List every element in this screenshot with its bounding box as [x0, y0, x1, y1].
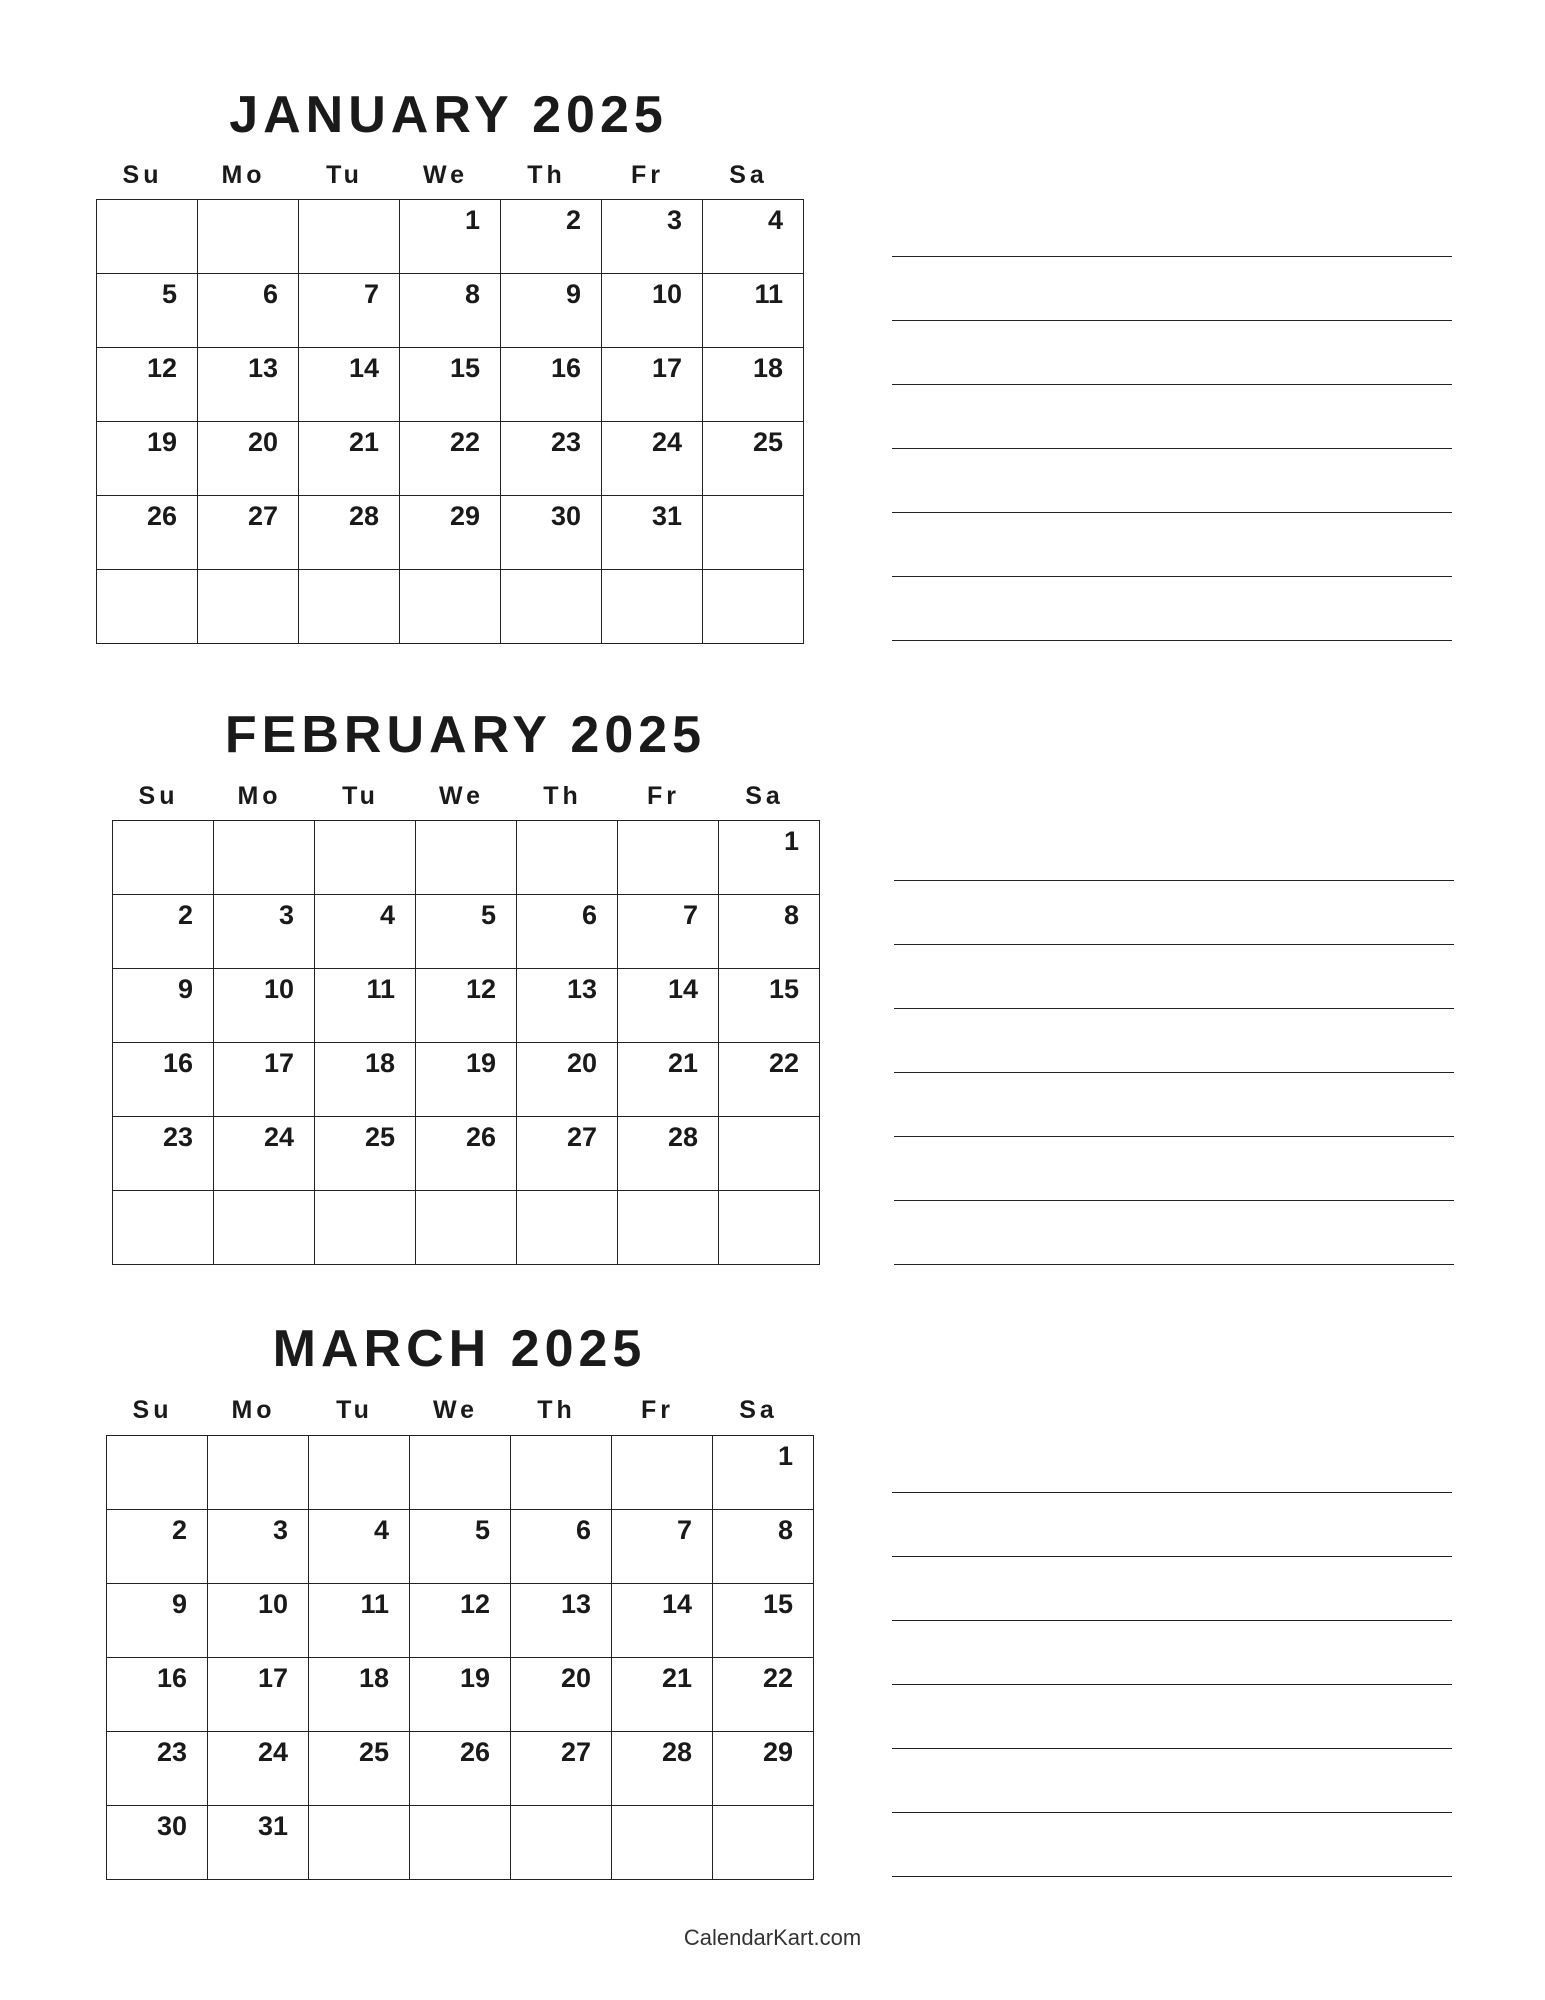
day-cell: 20 [511, 1658, 612, 1732]
day-cell: 3 [214, 895, 315, 969]
day-cell [299, 200, 400, 274]
day-cell: 30 [501, 496, 602, 570]
day-cell: 27 [511, 1732, 612, 1806]
weekday-label: Th [527, 161, 566, 189]
day-cell: 14 [612, 1584, 713, 1658]
day-cell: 21 [612, 1658, 713, 1732]
day-cell [315, 1191, 416, 1265]
day-cell: 16 [107, 1658, 208, 1732]
day-cell: 12 [416, 969, 517, 1043]
note-line [894, 817, 1454, 881]
day-cell [719, 1117, 820, 1191]
day-cell [97, 570, 198, 644]
note-line [892, 1429, 1452, 1493]
day-cell: 24 [214, 1117, 315, 1191]
day-cell: 25 [703, 422, 804, 496]
day-cell: 21 [618, 1043, 719, 1117]
day-cell: 15 [713, 1584, 814, 1658]
weekday-label: Sa [745, 782, 784, 810]
calendar-grid [96, 199, 804, 644]
day-cell: 29 [713, 1732, 814, 1806]
day-cell [410, 1436, 511, 1510]
note-line [894, 1201, 1454, 1265]
day-cell: 17 [214, 1043, 315, 1117]
weekday-label: Sa [739, 1396, 778, 1424]
day-cell [214, 821, 315, 895]
day-cell: 3 [208, 1510, 309, 1584]
note-line [894, 1009, 1454, 1073]
footer-site-name: CalendarKart.com [683, 1925, 862, 1950]
day-cell: 19 [97, 422, 198, 496]
day-cell: 26 [416, 1117, 517, 1191]
note-line [894, 945, 1454, 1009]
day-cell [97, 200, 198, 274]
day-cell: 21 [299, 422, 400, 496]
day-cell: 24 [602, 422, 703, 496]
month-title: JANUARY 2025 [229, 86, 668, 144]
weekday-header-row [92, 155, 799, 195]
day-cell: 24 [208, 1732, 309, 1806]
note-line [892, 321, 1452, 385]
day-cell: 14 [618, 969, 719, 1043]
note-line [892, 1813, 1452, 1877]
note-line [892, 193, 1452, 257]
weekday-label: Tu [342, 782, 379, 810]
day-cell: 8 [400, 274, 501, 348]
day-cell [517, 1191, 618, 1265]
day-cell: 11 [703, 274, 804, 348]
day-cell: 29 [400, 496, 501, 570]
day-cell: 9 [107, 1584, 208, 1658]
day-cell: 2 [501, 200, 602, 274]
day-cell: 31 [208, 1806, 309, 1880]
weekday-label: Su [132, 1396, 173, 1424]
day-cell: 8 [719, 895, 820, 969]
weekday-label: We [432, 1396, 479, 1424]
note-line [892, 1685, 1452, 1749]
day-cell: 16 [113, 1043, 214, 1117]
weekday-label: Mo [237, 782, 282, 810]
day-cell: 26 [97, 496, 198, 570]
weekday-label: Th [537, 1396, 576, 1424]
note-line [892, 1493, 1452, 1557]
day-cell: 5 [410, 1510, 511, 1584]
day-cell: 2 [107, 1510, 208, 1584]
day-cell [208, 1436, 309, 1510]
day-cell [416, 821, 517, 895]
day-cell: 28 [618, 1117, 719, 1191]
weekday-label: Su [138, 782, 179, 810]
day-cell [113, 1191, 214, 1265]
day-cell [400, 570, 501, 644]
month-title: FEBRUARY 2025 [224, 706, 707, 764]
weekday-label: Tu [326, 161, 363, 189]
note-line [892, 513, 1452, 577]
day-cell: 13 [511, 1584, 612, 1658]
day-cell: 9 [501, 274, 602, 348]
day-cell: 7 [618, 895, 719, 969]
day-cell [198, 570, 299, 644]
day-cell [703, 570, 804, 644]
weekday-label: Fr [641, 1396, 674, 1424]
day-cell: 4 [703, 200, 804, 274]
note-line [892, 1621, 1452, 1685]
day-cell: 12 [97, 348, 198, 422]
day-cell [299, 570, 400, 644]
day-cell: 19 [410, 1658, 511, 1732]
day-cell: 23 [113, 1117, 214, 1191]
day-cell: 18 [703, 348, 804, 422]
day-cell: 22 [719, 1043, 820, 1117]
day-cell: 23 [107, 1732, 208, 1806]
note-line [892, 577, 1452, 641]
day-cell [612, 1436, 713, 1510]
weekday-label: Tu [336, 1396, 373, 1424]
day-cell [602, 570, 703, 644]
day-cell: 26 [410, 1732, 511, 1806]
day-cell: 27 [198, 496, 299, 570]
day-cell: 10 [214, 969, 315, 1043]
note-line [892, 449, 1452, 513]
weekday-label: Mo [221, 161, 266, 189]
day-cell: 11 [309, 1584, 410, 1658]
note-line [894, 881, 1454, 945]
day-cell: 20 [198, 422, 299, 496]
day-cell [214, 1191, 315, 1265]
day-cell: 1 [713, 1436, 814, 1510]
day-cell [198, 200, 299, 274]
day-cell: 22 [400, 422, 501, 496]
day-cell [511, 1436, 612, 1510]
day-cell: 13 [198, 348, 299, 422]
day-cell: 12 [410, 1584, 511, 1658]
note-line [892, 257, 1452, 321]
weekday-label: Fr [647, 782, 680, 810]
day-cell: 22 [713, 1658, 814, 1732]
weekday-label: We [422, 161, 469, 189]
day-cell [511, 1806, 612, 1880]
weekday-header-row [102, 1390, 809, 1430]
day-cell: 4 [315, 895, 416, 969]
day-cell [416, 1191, 517, 1265]
day-cell: 9 [113, 969, 214, 1043]
day-cell: 17 [602, 348, 703, 422]
weekday-label: We [438, 782, 485, 810]
day-cell [517, 821, 618, 895]
day-cell: 20 [517, 1043, 618, 1117]
day-cell [703, 496, 804, 570]
day-cell [309, 1806, 410, 1880]
day-cell: 18 [309, 1658, 410, 1732]
day-cell: 6 [517, 895, 618, 969]
day-cell: 5 [416, 895, 517, 969]
calendar-grid [112, 820, 820, 1265]
day-cell: 15 [719, 969, 820, 1043]
day-cell: 10 [602, 274, 703, 348]
day-cell [719, 1191, 820, 1265]
weekday-header-row [108, 776, 815, 816]
calendar-grid [106, 1435, 814, 1880]
day-cell: 6 [198, 274, 299, 348]
day-cell: 23 [501, 422, 602, 496]
day-cell: 27 [517, 1117, 618, 1191]
day-cell [113, 821, 214, 895]
day-cell: 5 [97, 274, 198, 348]
day-cell: 31 [602, 496, 703, 570]
note-line [894, 1073, 1454, 1137]
day-cell: 25 [309, 1732, 410, 1806]
weekday-label: Fr [631, 161, 664, 189]
day-cell: 6 [511, 1510, 612, 1584]
day-cell [410, 1806, 511, 1880]
weekday-label: Th [543, 782, 582, 810]
day-cell: 30 [107, 1806, 208, 1880]
day-cell: 19 [416, 1043, 517, 1117]
weekday-label: Mo [231, 1396, 276, 1424]
day-cell [612, 1806, 713, 1880]
day-cell: 7 [299, 274, 400, 348]
weekday-label: Sa [729, 161, 768, 189]
notes-lines [892, 193, 1452, 641]
day-cell [309, 1436, 410, 1510]
day-cell: 17 [208, 1658, 309, 1732]
weekday-label: Su [122, 161, 163, 189]
day-cell: 7 [612, 1510, 713, 1584]
note-line [892, 1749, 1452, 1813]
day-cell: 1 [400, 200, 501, 274]
day-cell [713, 1806, 814, 1880]
day-cell: 28 [299, 496, 400, 570]
day-cell: 4 [309, 1510, 410, 1584]
day-cell [618, 821, 719, 895]
day-cell [618, 1191, 719, 1265]
notes-lines [894, 817, 1454, 1265]
day-cell: 3 [602, 200, 703, 274]
day-cell: 28 [612, 1732, 713, 1806]
day-cell: 16 [501, 348, 602, 422]
day-cell: 25 [315, 1117, 416, 1191]
note-line [892, 385, 1452, 449]
note-line [892, 1557, 1452, 1621]
day-cell [315, 821, 416, 895]
day-cell: 15 [400, 348, 501, 422]
day-cell: 8 [713, 1510, 814, 1584]
notes-lines [892, 1429, 1452, 1877]
day-cell: 10 [208, 1584, 309, 1658]
day-cell: 2 [113, 895, 214, 969]
day-cell [501, 570, 602, 644]
day-cell: 11 [315, 969, 416, 1043]
day-cell: 18 [315, 1043, 416, 1117]
month-title: MARCH 2025 [272, 1320, 647, 1378]
day-cell: 1 [719, 821, 820, 895]
note-line [894, 1137, 1454, 1201]
day-cell: 13 [517, 969, 618, 1043]
day-cell [107, 1436, 208, 1510]
day-cell: 14 [299, 348, 400, 422]
